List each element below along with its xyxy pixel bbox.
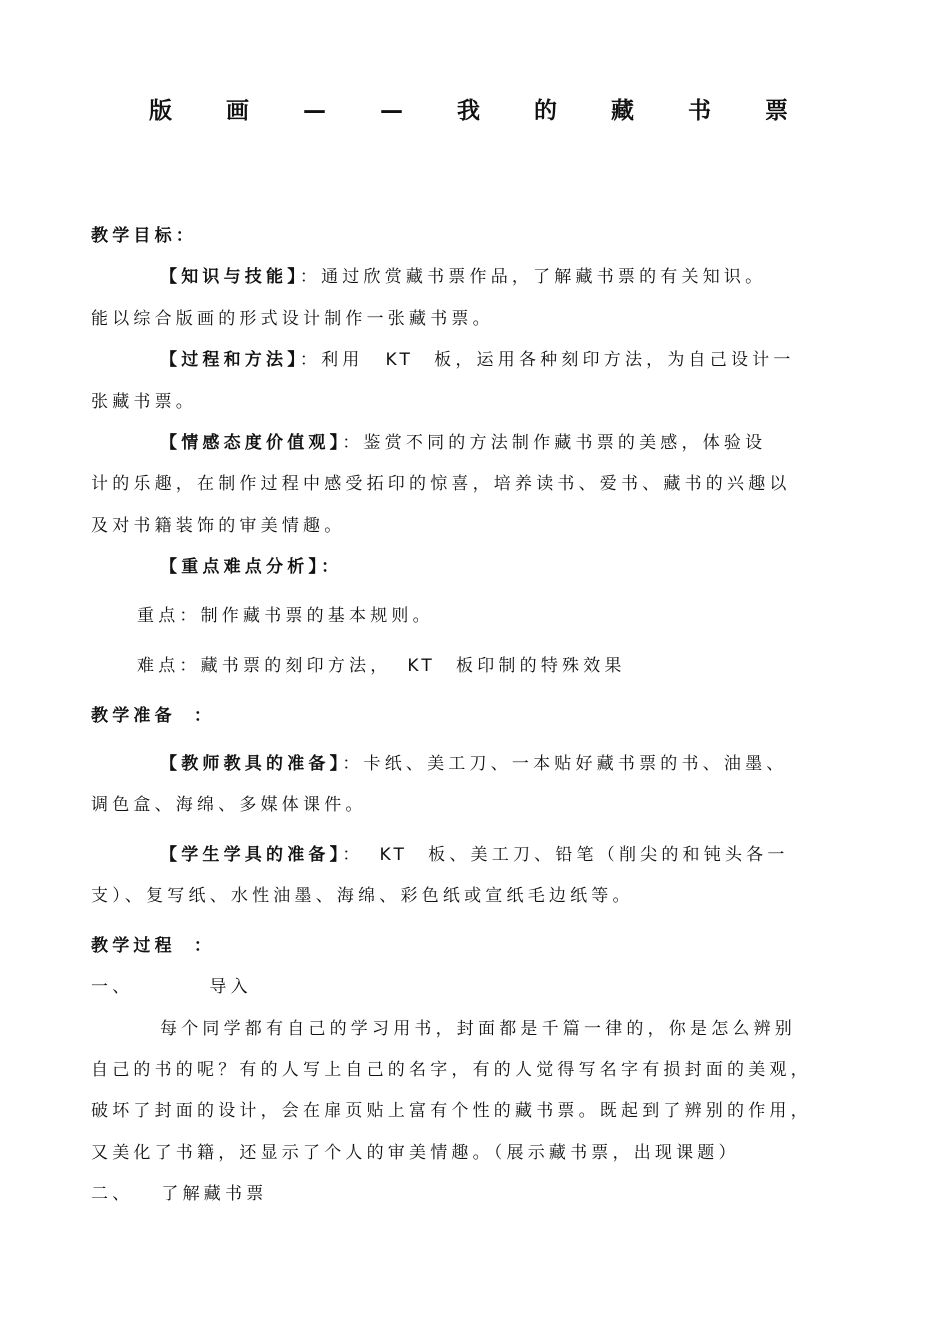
- emotion-line-1: [160, 431, 766, 455]
- student-prep-label: 【学生学具的准备】: [160, 845, 343, 865]
- process-method-kt: KT: [385, 350, 415, 370]
- step1-paragraph-line-1: 每个同学都有自己的学习用书，封面都是千篇一律的，你是怎么辨别: [160, 1019, 796, 1039]
- step1-paragraph-line-4: 又美化了书籍，还显示了个人的审美情趣。（展示藏书票，出现课题）: [91, 1143, 740, 1163]
- student-prep-line-2: 支）、复写纸、水性油墨、海绵、彩色纸或宣纸毛边纸等。: [91, 886, 634, 906]
- knowledge-line-2: 能以综合版画的形式设计制作一张藏书票。: [91, 309, 494, 329]
- teacher-prep-text-1: ：卡纸、美工刀、一本贴好藏书票的书、油墨、: [342, 754, 788, 774]
- step2-number: 二、: [91, 1184, 134, 1204]
- emotion-line-3: 及对书籍装饰的审美情趣。: [91, 516, 346, 536]
- student-prep-text-1a: ：: [342, 845, 364, 865]
- student-prep-text-1b: 板、美工刀、铅笔（削尖的和钝头各一: [428, 845, 789, 865]
- preparation-heading-line: [91, 704, 215, 728]
- knowledge-label: 【知识与技能】: [160, 267, 300, 287]
- step1-number: 一、: [91, 977, 134, 997]
- difficult-point-text-a: 难点：藏书票的刻印方法，: [137, 656, 392, 676]
- process-method-label: 【过程和方法】: [160, 350, 300, 370]
- teacher-prep-label: 【教师教具的准备】: [160, 754, 343, 774]
- process-method-line-2: 张藏书票。: [91, 392, 197, 412]
- document-title: 版 画 — — 我 的 藏 书 票: [148, 98, 812, 124]
- teacher-prep-line-1: [160, 752, 788, 776]
- process-method-text-1b: 板，运用各种刻印方法，为自己设计一: [434, 350, 795, 370]
- step1-paragraph-line-2: 自己的书的呢？有的人写上自己的名字，有的人觉得写名字有损封面的美观，: [91, 1060, 812, 1080]
- emotion-text-1: ：鉴赏不同的方法制作藏书票的美感，体验设: [342, 433, 767, 453]
- process-heading: 教学过程: [91, 936, 176, 956]
- preparation-heading: 教学准备: [91, 706, 176, 726]
- difficult-point-kt: KT: [407, 656, 437, 676]
- step2-heading-line: [91, 1182, 267, 1206]
- step1-heading-line: [91, 975, 252, 999]
- key-point-text: 重点：制作藏书票的基本规则。: [137, 606, 434, 626]
- difficult-point-text-b: 板印制的特殊效果: [456, 656, 626, 676]
- knowledge-line-1: [160, 265, 766, 289]
- teacher-prep-line-2: 调色盒、海绵、多媒体课件。: [91, 795, 367, 815]
- process-method-text-1a: ：利用: [299, 350, 364, 370]
- step1-paragraph-line-3: 破坏了封面的设计，会在扉页贴上富有个性的藏书票。既起到了辨别的作用，: [91, 1101, 812, 1121]
- step2-title: 了解藏书票: [161, 1184, 268, 1204]
- process-heading-colon: ：: [193, 936, 216, 956]
- process-method-line-1: [160, 348, 795, 372]
- objectives-heading: 教学目标：: [91, 226, 197, 246]
- difficult-point-line: [137, 654, 626, 678]
- keypoints-label: 【重点难点分析】：: [160, 557, 343, 577]
- emotion-line-2: 计的乐趣，在制作过程中感受拓印的惊喜，培养读书、爱书、藏书的兴趣以: [91, 474, 791, 494]
- process-heading-line: [91, 934, 215, 958]
- preparation-heading-colon: ：: [193, 706, 216, 726]
- knowledge-text-1: ：通过欣赏藏书票作品，了解藏书票的有关知识。: [299, 267, 767, 287]
- step1-title: 导入: [209, 977, 252, 997]
- student-prep-line-1: [160, 843, 789, 867]
- emotion-label: 【情感态度价值观】: [160, 433, 343, 453]
- student-prep-kt: KT: [379, 845, 409, 865]
